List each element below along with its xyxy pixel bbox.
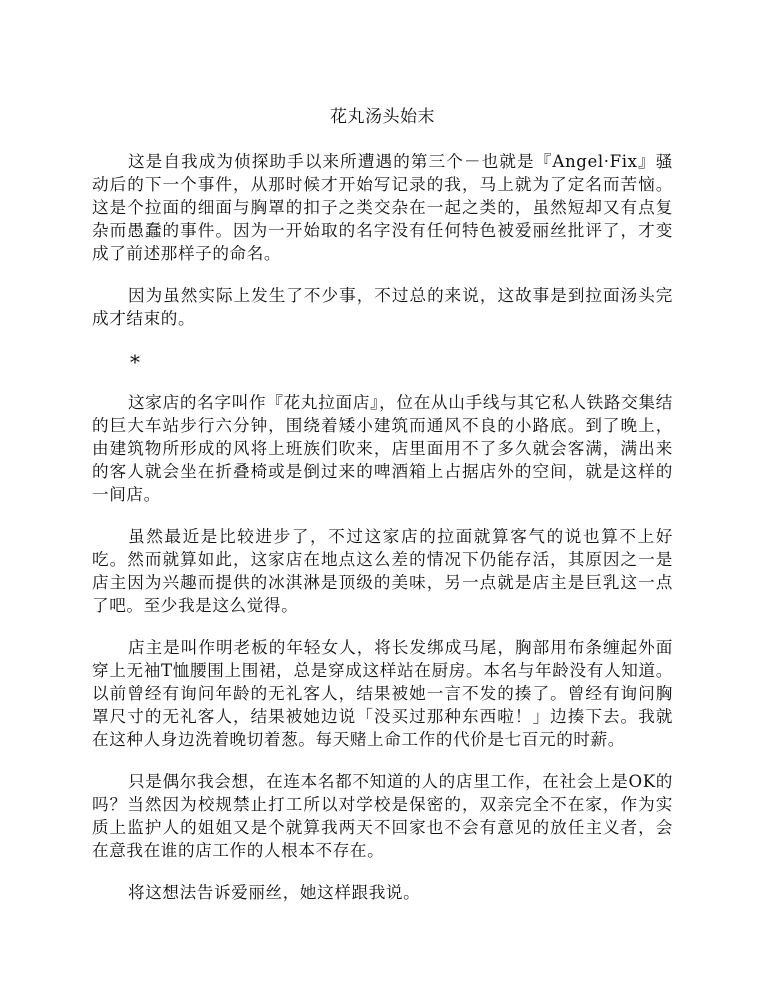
paragraph: 将这想法告诉爱丽丝，她这样跟我说。 xyxy=(128,883,421,902)
paragraph: 虽然最近是比较进步了，不过这家店的拉面就算客气的说也算不上好吃。然而就算如此，这家店在地点这么差的情况下仍能存活，其原因之一是店主因为兴趣而提供的冰淇淋是顶级的美味，另一点就是店主是巨乳这一点了吧。至少我是这么觉得。 xyxy=(92,527,673,615)
document-title: 花丸汤头始末 xyxy=(330,107,435,127)
paragraph: 因为虽然实际上发生了不少事，不过总的来说，这故事是到拉面汤头完成才结束的。 xyxy=(92,286,673,328)
paragraph: 这是自我成为侦探助手以来所遭遇的第三个－也就是『Angel·Fix』骚动后的下一个事件，从那时候才开始写记录的我，马上就为了定名而苦恼。这是个拉面的细面与胸罩的扣子之类交杂在一起之类的，虽然短却又有点复杂而愚蠢的事件。因为一开始取的名字没有任何特色被爱丽丝批评了，才变成了前述那样子的命名。 xyxy=(92,152,673,263)
paragraph: 只是偶尔我会想，在连本名都不知道的人的店里工作，在社会上是OK的吗？当然因为校规禁止打工所以对学校是保密的，双亲完全不在家，作为实质上监护人的姐姐又是个就算我两天不回家也不会有意见的放任主义者，会在意我在谁的店工作的人根本不存在。 xyxy=(92,772,673,860)
paragraph: 店主是叫作明老板的年轻女人，将长发绑成马尾，胸部用布条缠起外面穿上无袖T恤腰围上围裙，总是穿成这样站在厨房。本名与年龄没有人知道。以前曾经有询问年龄的无礼客人，结果被她一言不发的揍了。曾经有询问胸罩尺寸的无礼客人，结果被她边说「没买过那种东西啦！」边揍下去。我就在这种人身边洗着晚切着葱。每天赌上命工作的代价是七百元的时薪。 xyxy=(92,638,673,749)
paragraph: 这家店的名字叫作『花丸拉面店』，位在从山手线与其它私人铁路交集结的巨大车站步行六分钟，围绕着矮小建筑而通风不良的小路底。到了晚上，由建筑物所形成的风将上班族们吹来，店里面用不了多久就会客满，满出来的客人就会坐在折叠椅或是倒过来的啤酒箱上占据店外的空间，就是这样的一间店。 xyxy=(92,393,673,504)
section-separator: * xyxy=(130,350,140,374)
